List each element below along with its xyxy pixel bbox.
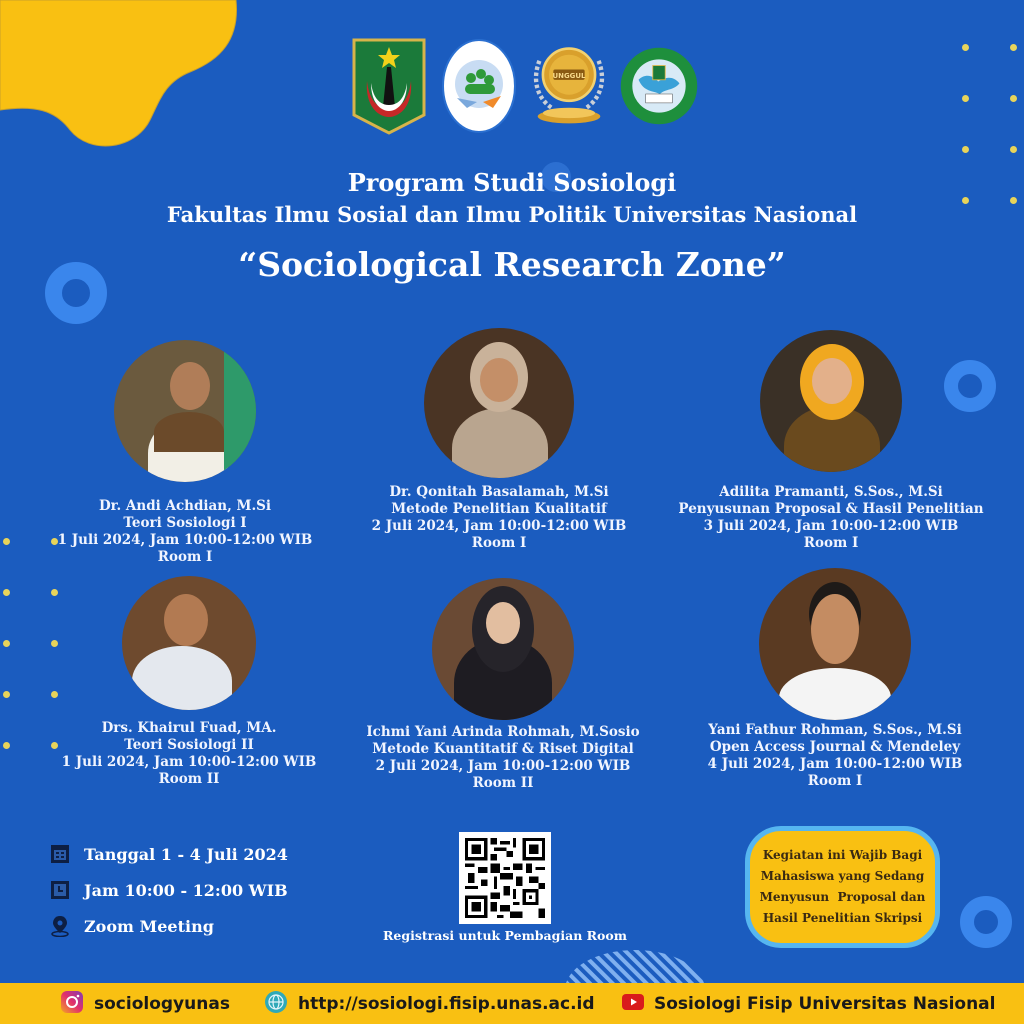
speaker-room: Room II	[158, 771, 220, 787]
speaker-room: Room I	[807, 773, 863, 789]
instagram-link[interactable]	[60, 989, 230, 1019]
event-venue	[50, 908, 288, 944]
speaker-card	[24, 576, 354, 788]
speaker-schedule: 1 Juli 2024, Jam 10:00-12:00 WIB	[61, 754, 317, 770]
registration-qr-code[interactable]	[459, 832, 551, 924]
youtube-icon	[622, 994, 644, 1015]
speaker-topic: Teori Sosiologi II	[124, 737, 254, 753]
event-title: “Sociological Research Zone”	[238, 245, 786, 284]
notice-line: Kegiatan ini Wajib Bagi	[762, 848, 923, 862]
instagram-icon	[60, 990, 84, 1019]
speaker-topic: Penyusunan Proposal & Hasil Penelitian	[678, 501, 984, 517]
speaker-name: Adilita Pramanti, S.Sos., M.Si	[719, 484, 943, 500]
svg-text:UNGGUL: UNGGUL	[552, 72, 586, 81]
speaker-room: Room II	[472, 775, 534, 791]
location-pin-icon	[50, 916, 70, 936]
calendar-icon	[50, 844, 70, 864]
program-title: Program Studi Sosiologi	[347, 168, 677, 197]
notice-line: Hasil Penelitian Skripsi	[762, 911, 923, 925]
speaker-name: Drs. Khairul Fuad, MA.	[101, 720, 277, 736]
speaker-card	[334, 328, 664, 552]
speaker-schedule: 2 Juli 2024, Jam 10:00-12:00 WIB	[375, 758, 631, 774]
universitas-nasional-crest-icon	[349, 38, 429, 134]
speaker-room: Room I	[471, 535, 527, 551]
qr-label: Registrasi untuk Pembagian Room	[383, 928, 627, 943]
event-info	[50, 836, 288, 944]
event-date-text: Tanggal 1 - 4 Juli 2024	[84, 844, 288, 864]
faculty-title: Fakultas Ilmu Sosial dan Ilmu Politik Universitas Nasional	[166, 202, 858, 227]
ring-decoration	[960, 896, 1012, 948]
youtube-link[interactable]	[622, 989, 995, 1019]
speaker-name: Ichmi Yani Arinda Rohmah, M.Sosio	[366, 724, 640, 740]
event-venue-text: Zoom Meeting	[84, 916, 214, 936]
speaker-schedule: 2 Juli 2024, Jam 10:00-12:00 WIB	[371, 518, 627, 534]
speaker-name: Dr. Andi Achdian, M.Si	[98, 498, 272, 514]
website-link[interactable]	[264, 989, 595, 1019]
yellow-blob-decoration	[0, 0, 250, 155]
clock-icon	[50, 880, 70, 900]
speaker-schedule: 4 Juli 2024, Jam 10:00-12:00 WIB	[707, 756, 963, 772]
event-date	[50, 836, 288, 872]
speaker-schedule: 1 Juli 2024, Jam 10:00-12:00 WIB	[57, 532, 313, 548]
event-time	[50, 872, 288, 908]
striped-arc-decoration	[565, 950, 705, 984]
notice-line: Menyusun Proposal dan	[759, 890, 926, 904]
mandatory-notice-box	[745, 826, 940, 948]
speaker-topic: Metode Penelitian Kualitatif	[391, 501, 607, 517]
event-time-text: Jam 10:00 - 12:00 WIB	[84, 880, 288, 900]
akreditasi-unggul-badge-icon	[529, 38, 609, 134]
speaker-topic: Open Access Journal & Mendeley	[709, 739, 961, 755]
speaker-topic: Teori Sosiologi I	[123, 515, 247, 531]
footer-bar	[0, 983, 1024, 1024]
speaker-photo	[114, 340, 256, 482]
globe-icon	[264, 990, 288, 1019]
speaker-room: Room I	[157, 549, 213, 565]
speaker-photo	[760, 330, 902, 472]
speaker-photo	[432, 578, 574, 720]
speaker-card	[666, 330, 996, 552]
youtube-channel: Sosiologi Fisip Universitas Nasional	[654, 994, 996, 1014]
speaker-photo	[424, 328, 574, 478]
unas-globe-seal-icon	[619, 38, 699, 134]
speaker-name: Dr. Qonitah Basalamah, M.Si	[389, 484, 609, 500]
logo-row	[348, 36, 700, 136]
speaker-card	[338, 578, 668, 792]
speaker-card	[20, 340, 350, 566]
speaker-photo	[122, 576, 256, 710]
speaker-topic: Metode Kuantitatif & Riset Digital	[372, 741, 634, 757]
website-url: http://sosiologi.fisip.unas.ac.id	[298, 994, 595, 1014]
program-studi-sosiologi-logo-icon	[439, 38, 519, 134]
instagram-handle: sociologyunas	[94, 994, 230, 1014]
speaker-schedule: 3 Juli 2024, Jam 10:00-12:00 WIB	[703, 518, 959, 534]
speaker-name: Yani Fathur Rohman, S.Sos., M.Si	[708, 722, 962, 738]
speaker-photo	[759, 568, 911, 720]
notice-line: Mahasiswa yang Sedang	[760, 869, 925, 883]
speaker-room: Room I	[803, 535, 859, 551]
speaker-card	[670, 568, 1000, 790]
